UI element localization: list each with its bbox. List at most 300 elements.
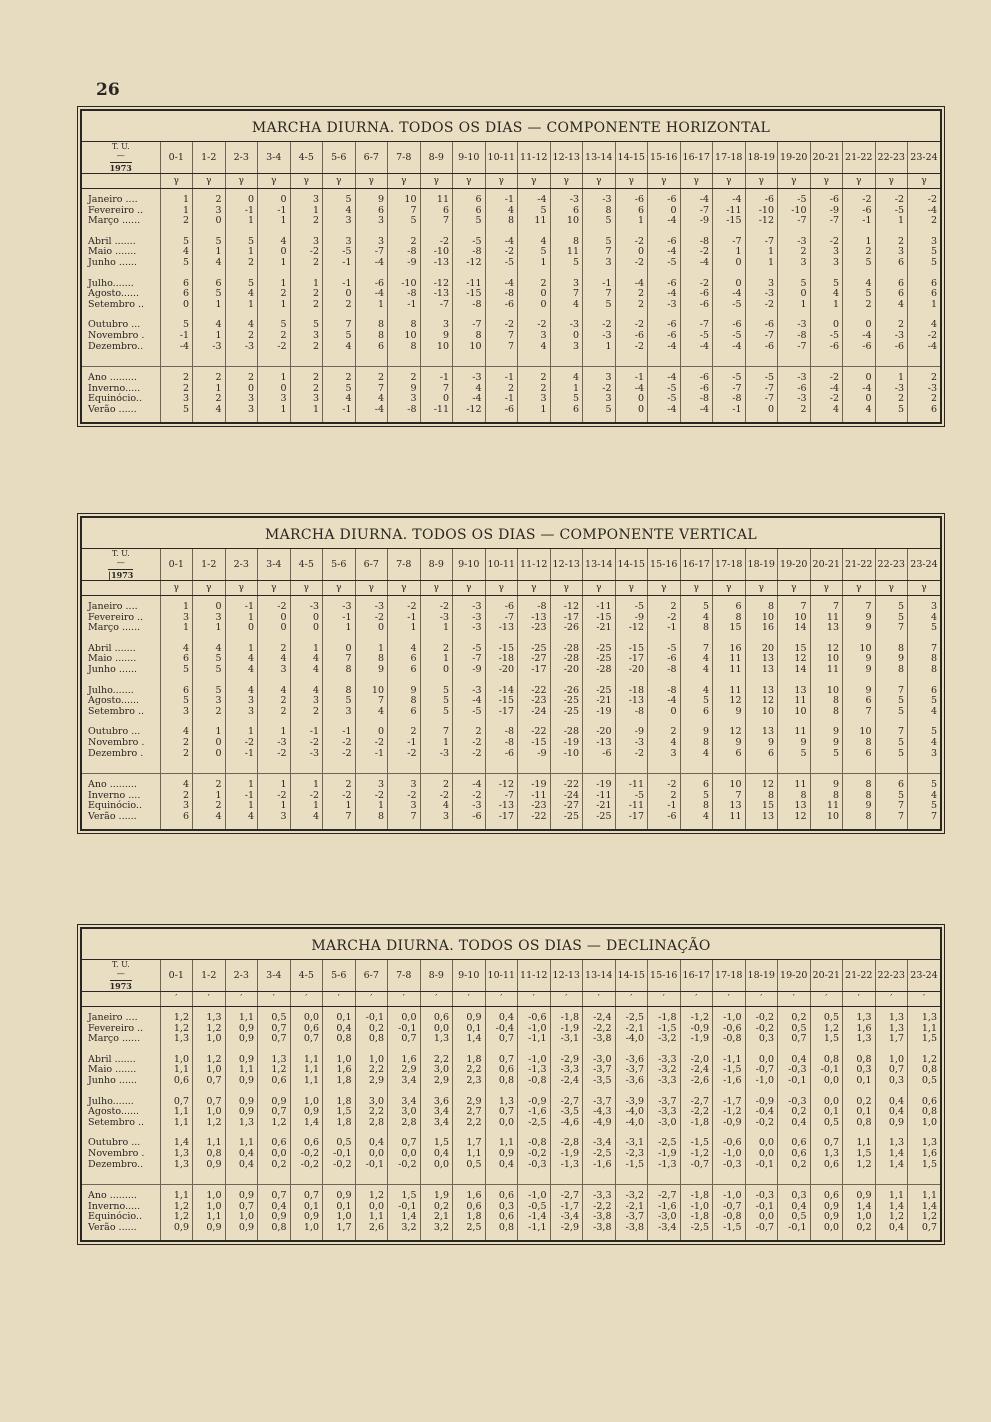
value-cell: 2 [193, 801, 226, 812]
value-cell: -13 [485, 801, 518, 812]
value-cell: -4 [713, 289, 746, 300]
row-label: Novembro . [88, 1147, 145, 1159]
value-cell: -1 [388, 300, 421, 311]
value-cell: 1 [225, 727, 258, 738]
value-cell: -7 [453, 320, 486, 331]
table-horizontal-component [80, 109, 942, 424]
value-cell: -3,0 [583, 1055, 616, 1066]
value-cell: 6 [193, 279, 226, 290]
value-cell: 7 [875, 801, 908, 812]
value-cell: -6 [485, 749, 518, 760]
value-cell: 0,9 [875, 1118, 908, 1129]
tu-header-cell [82, 960, 160, 992]
value-cell: 4 [648, 738, 681, 749]
value-cell: -15 [583, 613, 616, 624]
value-cell: -0,2 [745, 1118, 778, 1129]
unit-symbol: γ [388, 581, 421, 596]
value-cell: 1 [160, 623, 193, 634]
value-cell: 6 [908, 279, 941, 290]
value-cell: 13 [778, 686, 811, 697]
value-cell: 2 [420, 644, 453, 655]
value-cell: -3,3 [550, 1065, 583, 1076]
table-row [82, 1160, 940, 1171]
value-cell: -8 [518, 602, 551, 613]
value-cell: 7 [810, 602, 843, 613]
unit-symbol: γ [778, 174, 811, 189]
value-cell: 3 [355, 780, 388, 791]
value-cell: 5 [225, 279, 258, 290]
unit-symbol: ′ [355, 992, 388, 1007]
value-cell: -25 [550, 707, 583, 718]
value-cell: 1,2 [258, 1065, 291, 1076]
value-cell: -9 [615, 613, 648, 624]
value-cell: -4 [355, 405, 388, 416]
value-cell: 4 [908, 791, 941, 802]
row-label: Junho ...... [88, 1074, 138, 1086]
value-cell: 6 [388, 654, 421, 665]
value-cell: 5 [583, 237, 616, 248]
value-cell: 9 [388, 686, 421, 697]
value-cell: -0,1 [323, 1149, 356, 1160]
value-cell: 2 [875, 237, 908, 248]
value-cell: 0,9 [225, 1034, 258, 1045]
value-cell: -4,9 [583, 1118, 616, 1129]
value-cell: -1 [225, 749, 258, 760]
value-cell: -2,5 [583, 1149, 616, 1160]
value-cell: -6 [485, 602, 518, 613]
value-cell: -13 [518, 613, 551, 624]
unit-symbol: γ [225, 174, 258, 189]
value-cell: 9 [713, 738, 746, 749]
value-cell: 0,5 [453, 1160, 486, 1171]
value-cell: -3,2 [615, 1191, 648, 1202]
value-cell: -25 [583, 812, 616, 823]
value-cell: 0,1 [843, 1107, 876, 1118]
value-cell: -2,2 [583, 1024, 616, 1035]
value-cell: 5 [518, 206, 551, 217]
hour-header: 20-21 [810, 142, 843, 174]
value-cell: 4 [160, 247, 193, 258]
value-cell: 10 [388, 195, 421, 206]
value-cell: 11 [713, 654, 746, 665]
hour-header: 0-1 [160, 142, 193, 174]
value-cell: 1,3 [160, 1149, 193, 1160]
value-cell: 2 [615, 300, 648, 311]
value-cell: -5 [875, 206, 908, 217]
value-cell: 6 [355, 342, 388, 353]
unit-symbol: γ [875, 581, 908, 596]
value-cell: -9 [810, 206, 843, 217]
value-cell: -4 [485, 279, 518, 290]
value-cell: -0,3 [713, 1160, 746, 1171]
row-label: Abril ....... [88, 642, 136, 654]
value-cell: 1 [225, 300, 258, 311]
value-cell: -3 [453, 686, 486, 697]
value-cell: 1,7 [323, 1223, 356, 1234]
value-cell: -8 [388, 289, 421, 300]
value-cell: 3 [518, 394, 551, 405]
value-cell: 6 [160, 686, 193, 697]
value-cell: 3 [583, 373, 616, 384]
value-cell: 2 [258, 331, 291, 342]
value-cell: -3 [778, 373, 811, 384]
value-cell: 4 [160, 727, 193, 738]
value-cell: 2 [420, 780, 453, 791]
value-cell: -1 [355, 749, 388, 760]
unit-spacer [82, 581, 160, 596]
value-cell: 1 [258, 780, 291, 791]
value-cell: -2 [615, 320, 648, 331]
value-cell: -2 [485, 320, 518, 331]
hour-header: 1-2 [193, 142, 226, 174]
value-cell: 5 [193, 686, 226, 697]
value-cell: 11 [518, 216, 551, 227]
value-cell: -4 [680, 258, 713, 269]
value-cell: 8 [323, 665, 356, 676]
value-cell: 9 [355, 195, 388, 206]
value-cell: 1,3 [908, 1138, 941, 1149]
hour-header: 16-17 [680, 960, 713, 992]
hour-header: 7-8 [388, 549, 421, 581]
value-cell: -8 [615, 707, 648, 718]
value-cell: -2 [648, 613, 681, 624]
value-cell: -21 [583, 696, 616, 707]
value-cell: 0 [290, 623, 323, 634]
value-cell: 0,7 [908, 1223, 941, 1234]
value-cell: -15 [713, 216, 746, 227]
row-label: Fevereiro .. [88, 204, 144, 216]
value-cell: 1,7 [875, 1034, 908, 1045]
value-cell: -8 [648, 665, 681, 676]
value-cell: 9 [713, 707, 746, 718]
unit-symbol: ′ [778, 992, 811, 1007]
row-label: Março ...... [88, 622, 141, 634]
value-cell: -26 [550, 686, 583, 697]
value-cell: -0,6 [518, 1013, 551, 1024]
value-cell: 1 [290, 206, 323, 217]
value-cell: 2 [615, 289, 648, 300]
value-cell: -0,9 [713, 1118, 746, 1129]
value-cell: 0,6 [778, 1149, 811, 1160]
value-cell: 7 [323, 654, 356, 665]
tu-dash: — [116, 969, 125, 978]
unit-symbol: ′ [550, 992, 583, 1007]
hour-header: 19-20 [778, 960, 811, 992]
hour-header: 8-9 [420, 549, 453, 581]
unit-symbol: γ [225, 581, 258, 596]
value-cell: 4 [160, 644, 193, 655]
value-cell: -2 [615, 342, 648, 353]
value-cell: -17 [518, 665, 551, 676]
unit-symbol: γ [258, 581, 291, 596]
value-cell: 1,0 [193, 1202, 226, 1213]
value-cell: 7 [420, 727, 453, 738]
hour-header: 18-19 [745, 549, 778, 581]
value-cell: 1,4 [875, 1149, 908, 1160]
value-cell: 8 [680, 623, 713, 634]
value-cell: -15 [485, 644, 518, 655]
value-cell: 2,8 [388, 1118, 421, 1129]
value-cell: -1,9 [550, 1149, 583, 1160]
value-cell: 1,0 [193, 1191, 226, 1202]
value-cell: -2,9 [550, 1223, 583, 1234]
unit-symbol: ′ [745, 992, 778, 1007]
value-cell: 1,8 [453, 1055, 486, 1066]
value-cell: -1,7 [713, 1097, 746, 1108]
value-cell: -1 [648, 801, 681, 812]
value-cell: 1 [193, 247, 226, 258]
value-cell: -6 [875, 342, 908, 353]
value-cell: -2 [810, 237, 843, 248]
row-label: Agosto...... [88, 1106, 140, 1118]
value-cell: -3 [453, 801, 486, 812]
value-cell: 2,9 [388, 1065, 421, 1076]
tu-dash: — [116, 151, 125, 160]
value-cell: 0,7 [258, 1107, 291, 1118]
value-cell: 5 [388, 216, 421, 227]
value-cell: -2 [810, 373, 843, 384]
value-cell: -15 [485, 696, 518, 707]
unit-symbol: γ [453, 174, 486, 189]
value-cell: 0 [810, 320, 843, 331]
value-cell: 4 [843, 405, 876, 416]
value-cell: 0,9 [843, 1191, 876, 1202]
value-cell: 5 [160, 696, 193, 707]
row-label: Setembro .. [88, 1116, 144, 1128]
value-cell: -26 [550, 623, 583, 634]
value-cell: 1 [160, 602, 193, 613]
hour-header: 16-17 [680, 142, 713, 174]
value-cell: 0,9 [225, 1055, 258, 1066]
value-cell: 5 [875, 696, 908, 707]
value-cell: -22 [518, 686, 551, 697]
value-cell: -0,4 [745, 1107, 778, 1118]
value-cell: 10 [355, 686, 388, 697]
value-cell: -5 [648, 384, 681, 395]
value-cell: 4 [290, 665, 323, 676]
value-cell: 5 [323, 331, 356, 342]
value-cell: -4,0 [615, 1107, 648, 1118]
unit-symbol: γ [745, 581, 778, 596]
value-cell: 4 [518, 342, 551, 353]
value-cell: 0,0 [355, 1202, 388, 1213]
value-cell: 8 [745, 602, 778, 613]
value-cell: 2 [908, 394, 941, 405]
value-cell: 3,0 [355, 1097, 388, 1108]
value-cell: 2 [875, 394, 908, 405]
value-cell: 2,2 [420, 1055, 453, 1066]
value-cell: 1,0 [193, 1065, 226, 1076]
value-cell: 8 [355, 812, 388, 823]
value-cell: 9 [355, 665, 388, 676]
value-cell: 0,7 [875, 1065, 908, 1076]
value-cell: -1 [160, 331, 193, 342]
value-cell: 4 [908, 613, 941, 624]
value-cell: 0,0 [745, 1138, 778, 1149]
value-cell: 0,0 [388, 1149, 421, 1160]
value-cell: 5 [193, 665, 226, 676]
value-cell: 10 [778, 613, 811, 624]
value-cell: 13 [810, 623, 843, 634]
value-cell: 4 [908, 320, 941, 331]
value-cell: -5 [648, 258, 681, 269]
value-cell: -1,0 [518, 1024, 551, 1035]
value-cell: 1 [290, 801, 323, 812]
unit-symbol: ′ [615, 992, 648, 1007]
value-cell: -0,8 [518, 1076, 551, 1087]
value-cell: 2,9 [453, 1097, 486, 1108]
unit-symbol: γ [355, 174, 388, 189]
table-row [82, 707, 940, 718]
hour-header: 18-19 [745, 142, 778, 174]
value-cell: -10 [420, 247, 453, 258]
value-cell: 0,8 [193, 1149, 226, 1160]
value-cell: 1,3 [843, 1013, 876, 1024]
unit-symbol: γ [875, 174, 908, 189]
value-cell: -5 [713, 300, 746, 311]
value-cell: -7 [680, 320, 713, 331]
value-cell: 0,9 [193, 1160, 226, 1171]
value-cell: -1,0 [518, 1191, 551, 1202]
value-cell: 0,7 [810, 1138, 843, 1149]
row-label: Novembro . [88, 329, 145, 341]
value-cell: -8 [778, 331, 811, 342]
value-cell: -28 [550, 727, 583, 738]
value-cell: 0,1 [843, 1076, 876, 1087]
value-cell: 7 [355, 384, 388, 395]
value-cell: -22 [550, 780, 583, 791]
value-cell: -6 [680, 384, 713, 395]
unit-symbol: γ [453, 581, 486, 596]
value-cell: 3 [550, 279, 583, 290]
value-cell: 3 [323, 237, 356, 248]
value-cell: 1,1 [193, 1212, 226, 1223]
value-cell: -7 [355, 247, 388, 258]
unit-symbol: γ [778, 581, 811, 596]
value-cell: 5 [875, 602, 908, 613]
value-cell: -2 [908, 331, 941, 342]
value-cell: 3 [388, 780, 421, 791]
hour-header: 10-11 [485, 549, 518, 581]
value-cell: 0 [258, 195, 291, 206]
value-cell: 8 [843, 791, 876, 802]
value-cell: 7 [388, 206, 421, 217]
value-cell: -27 [518, 654, 551, 665]
value-cell: -6 [648, 812, 681, 823]
value-cell: 8 [388, 342, 421, 353]
value-cell: 6 [160, 812, 193, 823]
value-cell: -6 [778, 384, 811, 395]
data-table [82, 960, 940, 1240]
value-cell: 4 [323, 342, 356, 353]
row-label: Setembro .. [88, 298, 144, 310]
value-cell: -2,2 [680, 1107, 713, 1118]
value-cell: 7 [843, 602, 876, 613]
value-cell: -11 [420, 405, 453, 416]
value-cell: 1,3 [875, 1138, 908, 1149]
unit-symbol: ′ [453, 992, 486, 1007]
unit-symbol: ′ [680, 992, 713, 1007]
value-cell: 7 [485, 342, 518, 353]
value-cell: -3,7 [583, 1097, 616, 1108]
value-cell: 6 [160, 289, 193, 300]
value-cell: 1 [258, 373, 291, 384]
value-cell: 1,1 [160, 1118, 193, 1129]
value-cell: 2 [323, 300, 356, 311]
value-cell: -3,0 [648, 1212, 681, 1223]
value-cell: -2 [615, 237, 648, 248]
value-cell: -2 [453, 791, 486, 802]
value-cell: -1,6 [713, 1076, 746, 1087]
value-cell: 3 [518, 331, 551, 342]
value-cell: -11 [713, 206, 746, 217]
value-cell: 0,9 [258, 1097, 291, 1108]
value-cell: 0,4 [485, 1013, 518, 1024]
value-cell: -4 [453, 780, 486, 791]
value-cell: 6 [680, 780, 713, 791]
value-cell: 5 [160, 320, 193, 331]
unit-symbol: ′ [648, 992, 681, 1007]
row-label: Dezembro.. [88, 340, 144, 352]
value-cell: 2,7 [453, 1107, 486, 1118]
tu-label: T. U. [111, 960, 130, 969]
value-cell: 0 [160, 300, 193, 311]
value-cell: -7 [745, 394, 778, 405]
value-cell: 0 [193, 216, 226, 227]
value-cell: -2,1 [615, 1024, 648, 1035]
value-cell: -1,1 [518, 1223, 551, 1234]
value-cell: -22 [518, 727, 551, 738]
value-cell: -2 [810, 394, 843, 405]
value-cell: -1 [485, 195, 518, 206]
value-cell: 2 [908, 373, 941, 384]
value-cell: -4 [843, 331, 876, 342]
value-cell: 0,6 [258, 1076, 291, 1087]
value-cell: -20 [485, 665, 518, 676]
value-cell: -1,6 [583, 1160, 616, 1171]
value-cell: 2 [160, 738, 193, 749]
value-cell: -3 [453, 613, 486, 624]
value-cell: -5 [648, 394, 681, 405]
unit-symbol: ′ [258, 992, 291, 1007]
hour-header: 19-20 [778, 549, 811, 581]
value-cell: 1,2 [160, 1212, 193, 1223]
value-cell: 1 [518, 258, 551, 269]
value-cell: -4,3 [583, 1107, 616, 1118]
value-cell: -0,7 [713, 1202, 746, 1213]
value-cell: 0,4 [323, 1024, 356, 1035]
value-cell: -4 [355, 258, 388, 269]
hour-header: 3-4 [258, 142, 291, 174]
value-cell: -9 [388, 258, 421, 269]
value-cell: 0 [258, 247, 291, 258]
value-cell: 0,5 [778, 1212, 811, 1223]
value-cell: 2,8 [355, 1118, 388, 1129]
value-cell: -4 [908, 342, 941, 353]
value-cell: -0,1 [810, 1065, 843, 1076]
value-cell: 4 [193, 320, 226, 331]
row-label: Julho....... [88, 277, 134, 289]
value-cell: -3 [453, 373, 486, 384]
value-cell: 3 [550, 342, 583, 353]
value-cell: -1,5 [615, 1160, 648, 1171]
value-cell: -1,2 [680, 1149, 713, 1160]
value-cell: -18 [485, 654, 518, 665]
value-cell: 1,5 [420, 1138, 453, 1149]
value-cell: 7 [875, 727, 908, 738]
value-cell: 2 [648, 727, 681, 738]
value-cell: 5 [420, 707, 453, 718]
